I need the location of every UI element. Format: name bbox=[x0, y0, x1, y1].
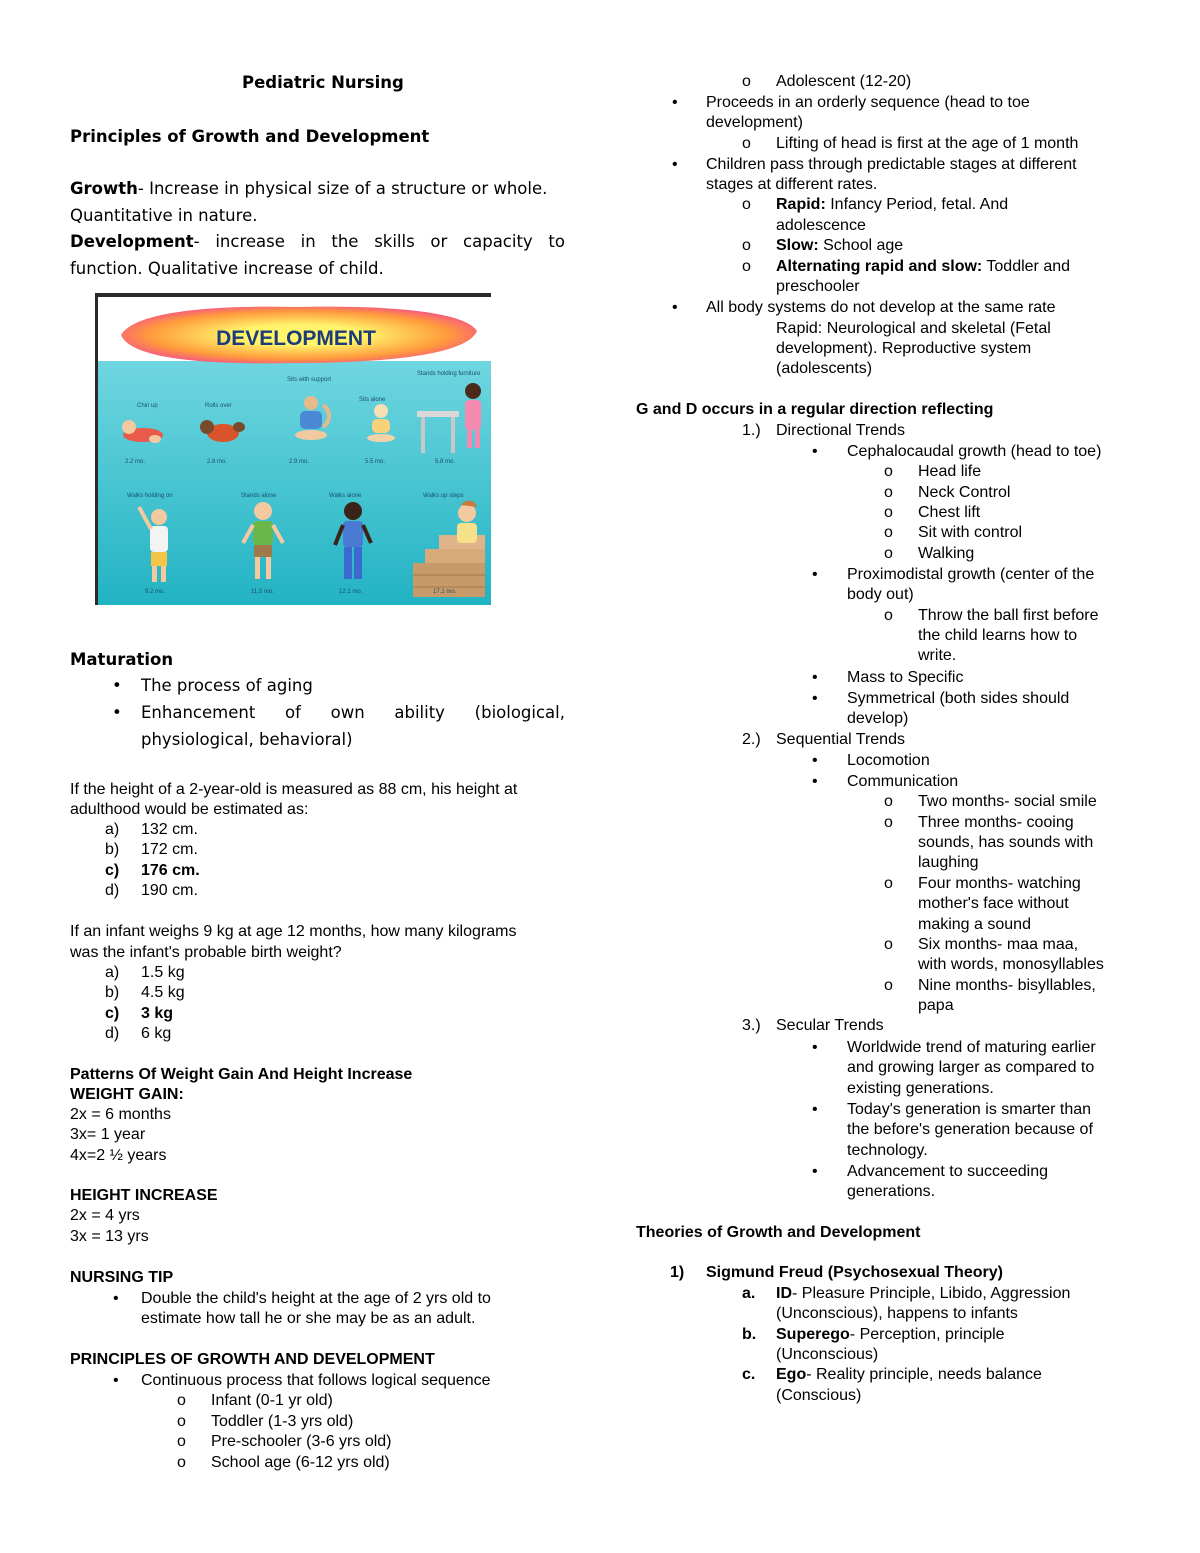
weight-gain-item: 2x = 6 months bbox=[70, 1106, 171, 1123]
proximo-item-line3: write. bbox=[918, 647, 957, 664]
communication-item: Four months- watching bbox=[918, 875, 1081, 892]
question-1: If the height of a 2-year-old is measured as 88 cm, his height at bbox=[70, 781, 518, 798]
trend-label: Sequential Trends bbox=[776, 731, 905, 748]
figure-top-border bbox=[95, 293, 491, 297]
circle-bullet-icon: o bbox=[884, 463, 893, 480]
milestone-label-walks-alone: Walks alone bbox=[329, 493, 362, 499]
cephalo-item: Walking bbox=[918, 545, 975, 562]
rate-slow: Slow: School age bbox=[776, 237, 904, 254]
milestone-label-sits-with-support: Sits with support bbox=[287, 377, 332, 383]
option-letter: d) bbox=[105, 882, 120, 899]
trend-item: Mass to Specific bbox=[847, 669, 964, 686]
option-letter: a) bbox=[105, 821, 120, 838]
bullet-icon: • bbox=[812, 752, 818, 769]
secular-item: Advancement to succeeding bbox=[847, 1163, 1049, 1180]
milestone-age-stands-holding: 5.8 mo. bbox=[435, 459, 456, 465]
height-increase-heading: HEIGHT INCREASE bbox=[70, 1187, 218, 1204]
secular-item-line3: technology. bbox=[847, 1142, 928, 1159]
trend-item-line2: body out) bbox=[847, 586, 914, 603]
theory-letter: a. bbox=[742, 1285, 756, 1302]
milestone-age-sits-with-support: 2.9 mo. bbox=[289, 459, 310, 465]
secular-item-line3: existing generations. bbox=[847, 1080, 994, 1097]
stage-item: School age (6-12 yrs old) bbox=[211, 1454, 390, 1471]
milestone-label-stands-holding: Stands holding furniture bbox=[417, 371, 481, 377]
principles-heading: PRINCIPLES OF GROWTH AND DEVELOPMENT bbox=[70, 1351, 435, 1368]
theory-item-line2: (Unconscious), happens to infants bbox=[776, 1305, 1018, 1322]
development-milestones-figure bbox=[95, 293, 491, 605]
cephalo-item: Head life bbox=[918, 463, 982, 480]
trend-item: Cephalocaudal growth (head to toe) bbox=[847, 443, 1102, 460]
communication-item-line3: making a sound bbox=[918, 916, 1031, 933]
circle-bullet-icon: o bbox=[177, 1413, 186, 1430]
principle-item-line2: Rapid: Neurological and skeletal (Fetal bbox=[776, 320, 1051, 337]
bullet-icon: • bbox=[112, 703, 122, 722]
secular-item: Today's generation is smarter than bbox=[847, 1101, 1092, 1118]
circle-bullet-icon: o bbox=[742, 135, 751, 152]
maturation-item: Enhancement of own ability (biological, bbox=[141, 703, 565, 722]
milestone-age-sits-alone: 5.5 mo. bbox=[365, 459, 386, 465]
theories-heading: Theories of Growth and Development bbox=[636, 1224, 921, 1241]
figure-left-border bbox=[95, 293, 98, 605]
theory-item: Ego- Reality principle, needs balance bbox=[776, 1366, 1042, 1383]
milestone-label-rolls-over: Rolls over bbox=[205, 403, 232, 409]
weight-gain-item: 4x=2 ½ years bbox=[70, 1147, 167, 1164]
option-letter-correct: c) bbox=[105, 1005, 120, 1022]
communication-item-line2: with words, monosyllables bbox=[918, 956, 1104, 973]
communication-item-line2: mother's face without bbox=[918, 895, 1069, 912]
option-letter: d) bbox=[105, 1025, 120, 1042]
circle-bullet-icon: o bbox=[742, 237, 751, 254]
maturation-item-line2: physiological, behavioral) bbox=[141, 730, 353, 749]
bullet-icon: • bbox=[812, 1039, 818, 1056]
question-2-line2: was the infant's probable birth weight? bbox=[70, 944, 342, 961]
bullet-icon: • bbox=[812, 1101, 818, 1118]
development-term: Development bbox=[70, 232, 194, 251]
proximo-item: Throw the ball first before bbox=[918, 607, 1099, 624]
secular-item-line2: the before's generation because of bbox=[847, 1121, 1093, 1138]
milestone-age-rolls-over: 2.8 mo. bbox=[207, 459, 228, 465]
nursing-tip-text: Double the child's height at the age of 2 yrs old to bbox=[141, 1290, 491, 1307]
communication-item-line3: laughing bbox=[918, 854, 979, 871]
principle-item-line2: development) bbox=[706, 114, 803, 131]
cephalo-item: Chest lift bbox=[918, 504, 981, 521]
principle-item: Continuous process that follows logical sequence bbox=[141, 1372, 491, 1389]
milestone-age-stands-alone: 11.5 mo. bbox=[251, 589, 274, 595]
bullet-icon: • bbox=[812, 669, 818, 686]
theory-title: Sigmund Freud (Psychosexual Theory) bbox=[706, 1264, 1003, 1281]
theory-item: Superego- Perception, principle bbox=[776, 1326, 1005, 1343]
secular-item-line2: and growing larger as compared to bbox=[847, 1059, 1095, 1076]
question-1-line2: adulthood would be estimated as: bbox=[70, 801, 309, 818]
circle-bullet-icon: o bbox=[884, 504, 893, 521]
answer-option: 1.5 kg bbox=[141, 964, 185, 981]
circle-bullet-icon: o bbox=[884, 936, 893, 953]
communication-item: Three months- cooing bbox=[918, 814, 1074, 831]
height-increase-item: 2x = 4 yrs bbox=[70, 1207, 140, 1224]
theory-letter: c. bbox=[742, 1366, 756, 1383]
theory-number: 1) bbox=[670, 1264, 685, 1281]
bullet-icon: • bbox=[112, 676, 122, 695]
figure-title: DEVELOPMENT bbox=[216, 327, 376, 350]
trend-number: 2.) bbox=[742, 731, 761, 748]
cephalo-item: Neck Control bbox=[918, 484, 1011, 501]
trend-item: Locomotion bbox=[847, 752, 930, 769]
theory-item-line2: (Conscious) bbox=[776, 1387, 862, 1404]
option-letter: b) bbox=[105, 841, 120, 858]
nursing-tip-heading: NURSING TIP bbox=[70, 1269, 174, 1286]
circle-bullet-icon: o bbox=[177, 1433, 186, 1450]
trend-item: Proximodistal growth (center of the bbox=[847, 566, 1095, 583]
nursing-tip-text-line2: estimate how tall he or she may be as an adult. bbox=[141, 1310, 476, 1327]
development-definition: Development - increase in the skills or capacity to bbox=[70, 229, 565, 255]
theory-letter: b. bbox=[742, 1326, 757, 1343]
bullet-icon: • bbox=[812, 690, 818, 707]
patterns-heading: Patterns Of Weight Gain And Height Increase bbox=[70, 1066, 413, 1083]
milestone-label-sits-alone: Sits alone bbox=[359, 397, 386, 403]
bullet-icon: • bbox=[113, 1290, 119, 1307]
answer-option: 132 cm. bbox=[141, 821, 198, 838]
trend-item-line2: develop) bbox=[847, 710, 909, 727]
principle-item-line3: development). Reproductive system bbox=[776, 340, 1032, 357]
bullet-icon: • bbox=[672, 94, 678, 111]
circle-bullet-icon: o bbox=[742, 258, 751, 275]
stage-item: Adolescent (12-20) bbox=[776, 73, 912, 90]
principle-item-line2: stages at different rates. bbox=[706, 176, 878, 193]
circle-bullet-icon: o bbox=[177, 1454, 186, 1471]
trend-label: Directional Trends bbox=[776, 422, 905, 439]
rate-rapid-line2: adolescence bbox=[776, 217, 866, 234]
development-definition-line2: function. Qualitative increase of child. bbox=[70, 259, 384, 278]
circle-bullet-icon: o bbox=[884, 875, 893, 892]
trend-number: 3.) bbox=[742, 1017, 761, 1034]
page-title: Pediatric Nursing bbox=[242, 73, 404, 92]
bullet-icon: • bbox=[672, 299, 678, 316]
communication-item: Nine months- bisyllables, bbox=[918, 977, 1096, 994]
trend-item: Symmetrical (both sides should bbox=[847, 690, 1070, 707]
answer-option: 6 kg bbox=[141, 1025, 172, 1042]
theory-item: ID- Pleasure Principle, Libido, Aggression bbox=[776, 1285, 1071, 1302]
rate-alternating: Alternating rapid and slow: Toddler and bbox=[776, 258, 1071, 275]
rate-alternating-line2: preschooler bbox=[776, 278, 860, 295]
growth-definition bbox=[70, 176, 547, 202]
answer-option-correct: 3 kg bbox=[141, 1005, 174, 1022]
principle-item-line4: (adolescents) bbox=[776, 360, 873, 377]
option-letter: a) bbox=[105, 964, 120, 981]
answer-option: 190 cm. bbox=[141, 882, 198, 899]
bullet-icon: • bbox=[812, 1163, 818, 1180]
communication-item: Two months- social smile bbox=[918, 793, 1097, 810]
trend-number: 1.) bbox=[742, 422, 761, 439]
milestone-label-walks-up-steps: Walks up steps bbox=[423, 493, 464, 499]
weight-gain-item: 3x= 1 year bbox=[70, 1126, 146, 1143]
milestone-label-stands-alone: Stands alone bbox=[241, 493, 277, 499]
stage-item: Pre-schooler (3-6 yrs old) bbox=[211, 1433, 392, 1450]
height-increase-item: 3x = 13 yrs bbox=[70, 1228, 149, 1245]
secular-item: Worldwide trend of maturing earlier bbox=[847, 1039, 1096, 1056]
communication-item: Six months- maa maa, bbox=[918, 936, 1079, 953]
section-heading: Principles of Growth and Development bbox=[70, 127, 430, 146]
bullet-icon: • bbox=[812, 773, 818, 790]
bullet-icon: • bbox=[812, 566, 818, 583]
option-letter-correct: c) bbox=[105, 862, 120, 879]
growth-term: Growth bbox=[70, 179, 138, 198]
milestone-age-walks-alone: 12.1 mo. bbox=[339, 589, 363, 595]
theory-item-line2: (Unconscious) bbox=[776, 1346, 879, 1363]
question-2: If an infant weighs 9 kg at age 12 months, how many kilograms bbox=[70, 923, 517, 940]
circle-bullet-icon: o bbox=[884, 607, 893, 624]
circle-bullet-icon: o bbox=[884, 545, 893, 562]
principle-item: Proceeds in an orderly sequence (head to toe bbox=[706, 94, 1030, 111]
communication-item-line2: papa bbox=[918, 997, 954, 1014]
proximo-item-line2: the child learns how to bbox=[918, 627, 1078, 644]
circle-bullet-icon: o bbox=[742, 73, 751, 90]
maturation-item: The process of aging bbox=[141, 676, 313, 695]
growth-definition-line2: Quantitative in nature. bbox=[70, 206, 258, 225]
milestone-age-walks-up-steps: 17.1 mo. bbox=[433, 589, 457, 595]
answer-option: 4.5 kg bbox=[141, 984, 185, 1001]
milestone-age-chin-up: 2.2 mo. bbox=[125, 459, 146, 465]
stage-item: Toddler (1-3 yrs old) bbox=[211, 1413, 354, 1430]
bullet-icon: • bbox=[113, 1372, 119, 1389]
cephalo-item: Sit with control bbox=[918, 524, 1023, 541]
stage-item: Infant (0-1 yr old) bbox=[211, 1392, 333, 1409]
maturation-heading: Maturation bbox=[70, 650, 174, 669]
direction-heading: G and D occurs in a regular direction reflecting bbox=[636, 401, 994, 418]
principle-subitem: Lifting of head is first at the age of 1 month bbox=[776, 135, 1079, 152]
circle-bullet-icon: o bbox=[884, 793, 893, 810]
option-letter: b) bbox=[105, 984, 120, 1001]
trend-label: Secular Trends bbox=[776, 1017, 884, 1034]
circle-bullet-icon: o bbox=[177, 1392, 186, 1409]
milestone-label-chin-up: Chin up bbox=[137, 403, 158, 409]
trend-item: Communication bbox=[847, 773, 959, 790]
circle-bullet-icon: o bbox=[884, 814, 893, 831]
circle-bullet-icon: o bbox=[884, 977, 893, 994]
principle-item: All body systems do not develop at the same rate bbox=[706, 299, 1056, 316]
bullet-icon: • bbox=[672, 156, 678, 173]
milestone-age-walks-holding: 9.2 mo. bbox=[145, 589, 166, 595]
communication-item-line2: sounds, has sounds with bbox=[918, 834, 1094, 851]
circle-bullet-icon: o bbox=[884, 524, 893, 541]
answer-option-correct: 176 cm. bbox=[141, 862, 200, 879]
weight-gain-heading: WEIGHT GAIN: bbox=[70, 1086, 184, 1103]
bullet-icon: • bbox=[812, 443, 818, 460]
answer-option: 172 cm. bbox=[141, 841, 198, 858]
circle-bullet-icon: o bbox=[884, 484, 893, 501]
milestone-label-walks-holding: Walks holding on bbox=[127, 493, 173, 499]
secular-item-line2: generations. bbox=[847, 1183, 936, 1200]
circle-bullet-icon: o bbox=[742, 196, 751, 213]
rate-rapid: Rapid: Infancy Period, fetal. And bbox=[776, 196, 1009, 213]
principle-item: Children pass through predictable stages at different bbox=[706, 156, 1077, 173]
growth-text: - Increase in physical size of a structure or whole. bbox=[137, 179, 548, 198]
